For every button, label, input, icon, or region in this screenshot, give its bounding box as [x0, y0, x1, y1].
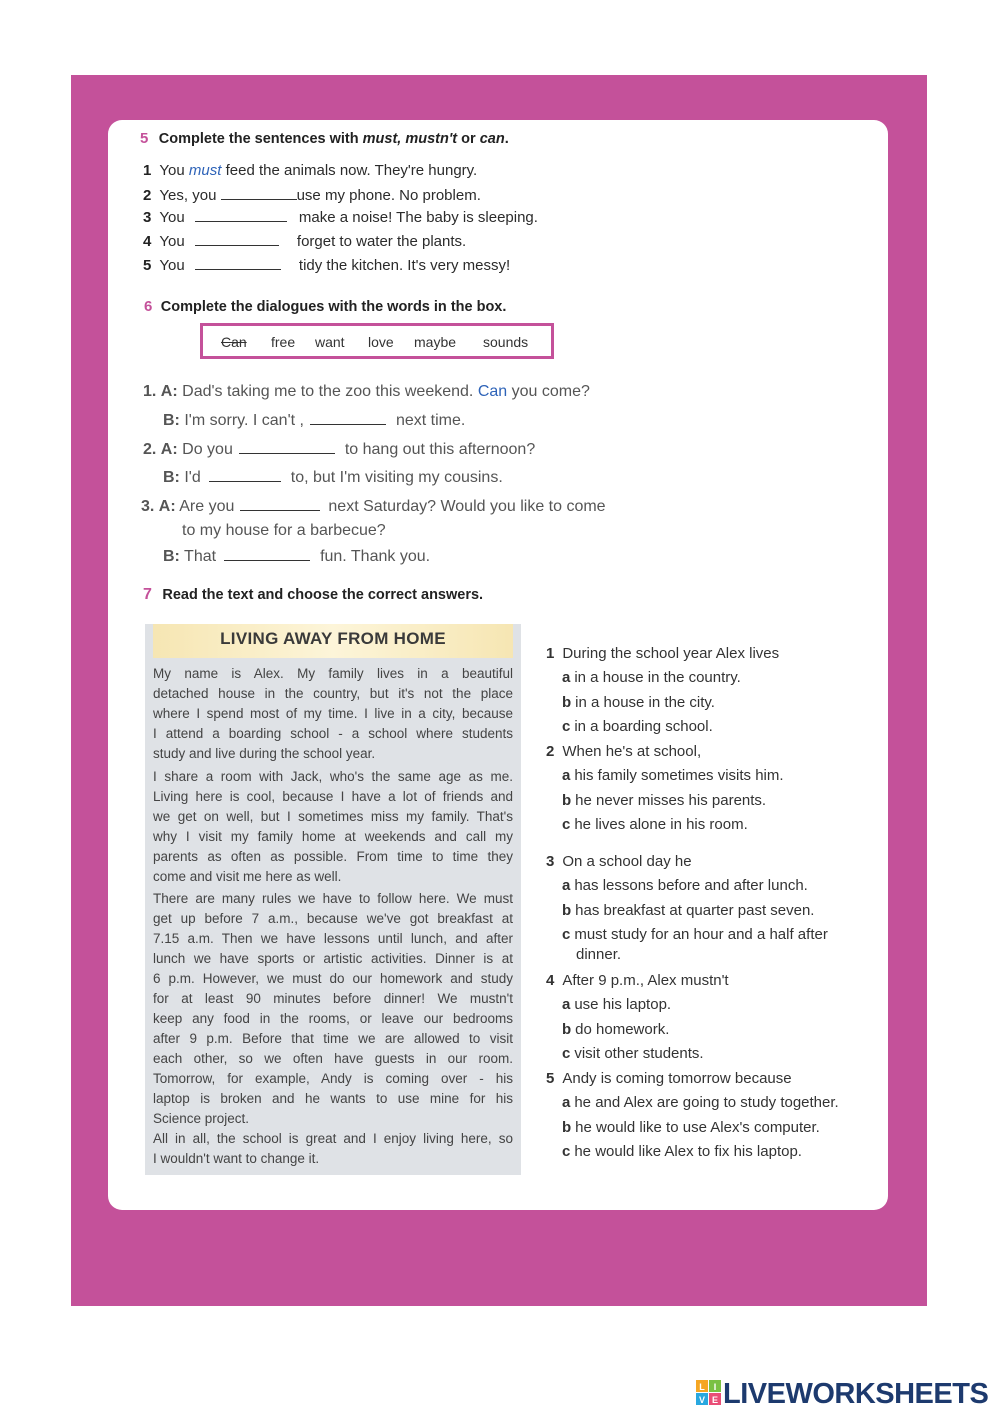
article-line: get up before 7 a.m., because we've got breakfast at [153, 911, 513, 926]
word-box-word: maybe [414, 334, 457, 350]
answer-option[interactable]: b he would like to use Alex's computer. [562, 1118, 820, 1136]
sentence-1: 1 You must feed the animals now. They're hungry. [143, 162, 478, 179]
answer-blank[interactable] [224, 546, 310, 561]
answer-option[interactable]: a has lessons before and after lunch. [562, 877, 808, 894]
article-line: I attend a boarding school - a school where students [153, 726, 513, 741]
dialogue-line: B: That fun. Thank you. [163, 548, 431, 565]
answer-text: Can [477, 383, 508, 400]
instruction: Complete the sentences with must, mustn't or can. [158, 131, 509, 147]
answer-option[interactable]: c he would like Alex to fix his laptop. [562, 1143, 802, 1160]
question-stem: 4 After 9 p.m., Alex mustn't [546, 972, 729, 989]
article-line: keep any food in the rooms, or leave our bedrooms [153, 1011, 513, 1026]
word-box-word: sounds [483, 334, 529, 350]
answer-blank[interactable] [221, 185, 297, 200]
question-stem: 1 During the school year Alex lives [546, 645, 780, 662]
word-box-word: want [315, 334, 345, 350]
question-stem: 5 Andy is coming tomorrow because [546, 1070, 792, 1087]
answer-option-continuation: dinner. [576, 945, 622, 963]
article-line: laptop is broken and he wants to use mine for his [153, 1091, 513, 1106]
article-line: Tomorrow, for example, Andy is coming over - his [153, 1071, 513, 1086]
answer-option[interactable]: c in a boarding school. [562, 718, 713, 735]
answer-option[interactable]: b has breakfast at quarter past seven. [562, 901, 815, 919]
article-line: detached house in the country, but it's not the place [153, 686, 513, 701]
dialogue-line: 1. A: Dad's taking me to the zoo this weekend. Can you come? [143, 383, 590, 400]
article-line: Living here is cool, because I have a lot of friends and [153, 789, 513, 804]
dialogue-line: B: I'm sorry. I can't , next time. [163, 412, 466, 429]
logo-text: LIVEWORKSHEETS [723, 1378, 989, 1410]
article-line: 6 p.m. However, we must do our homework and study [153, 971, 513, 986]
answer-option[interactable]: b he never misses his parents. [562, 791, 767, 809]
answer-blank[interactable] [195, 255, 281, 270]
question-stem: 2 When he's at school, [546, 743, 702, 760]
word-box [200, 323, 554, 359]
logo-badge-letter: E [711, 1395, 719, 1405]
article-line: Science project. [153, 1111, 250, 1126]
answer-option[interactable]: b in a house in the city. [562, 693, 715, 711]
dialogue-line: 3. A: Are you next Saturday? Would you like to come [141, 498, 606, 515]
answer-option[interactable]: a he and Alex are going to study together. [562, 1094, 839, 1111]
answer-option[interactable]: c visit other students. [562, 1045, 704, 1062]
article-line: why I visit my family home at weekends and call my [153, 829, 513, 844]
answer-text: must [188, 162, 222, 179]
sentence-4: 4 You forget to water the plants. [143, 233, 467, 250]
article-line: I wouldn't want to change it. [153, 1151, 320, 1166]
logo-badge-letter: V [698, 1395, 706, 1405]
exercise-number: 5 [140, 130, 149, 147]
dialogue-line: 2. A: Do you to hang out this afternoon? [143, 441, 536, 458]
logo-badge-letter: I [713, 1382, 717, 1392]
dialogue-line: to my house for a barbecue? [182, 522, 386, 539]
answer-option[interactable]: a his family sometimes visits him. [562, 767, 784, 784]
answer-option[interactable]: a use his laptop. [562, 996, 672, 1013]
article-line: after 9 p.m. Before that time we are allowed to visit [153, 1031, 513, 1046]
article-line: 7.15 a.m. Then we have lessons until lunch, and after [153, 931, 513, 946]
logo-badge-letter: L [699, 1382, 705, 1392]
logo-badge-icon [696, 1380, 722, 1406]
answer-blank[interactable] [240, 496, 320, 511]
sentence-2: 2 Yes, you use my phone. No problem. [143, 187, 481, 204]
word-box-word: free [271, 334, 296, 350]
answer-blank[interactable] [195, 231, 279, 246]
answer-blank[interactable] [239, 439, 335, 454]
article-line: All in all, the school is great and I enjoy living here, so [153, 1131, 513, 1146]
article-line: lunch we have sports or artistic activities. Dinner is at [153, 951, 513, 966]
article-line: each other, so we often have guests in our room. [153, 1051, 513, 1066]
sentence-5: 5 You tidy the kitchen. It's very messy! [143, 257, 511, 274]
reading-text-panel [145, 624, 521, 1175]
answer-option[interactable]: c must study for an hour and a half after [562, 926, 828, 943]
answer-option[interactable]: b do homework. [562, 1020, 670, 1038]
article-line: parents as often as possible. From time to time they [153, 849, 513, 864]
article-line: I share a room with Jack, who's the same age as me. [153, 769, 513, 784]
answer-option[interactable]: a in a house in the country. [562, 669, 741, 686]
article-line: for at least 90 minutes before dinner! We mustn't [153, 991, 513, 1006]
article-line: we get on well, but I sometimes miss my family. That's [153, 809, 513, 824]
answer-blank[interactable] [209, 467, 281, 482]
article-line: There are many rules we have to follow here. We must [153, 891, 513, 906]
dialogue-line: B: I'd to, but I'm visiting my cousins. [163, 469, 503, 486]
answer-blank[interactable] [310, 410, 386, 425]
article-line: My name is Alex. My family lives in a beautiful [153, 666, 513, 681]
exercise-7-heading: 7 Read the text and choose the correct answers. [143, 586, 484, 603]
article-line: where I spend most of my time. I live in a city, because [153, 706, 513, 721]
exercise-6-heading: 6 Complete the dialogues with the words in the box. [144, 298, 507, 315]
sentence-3: 3 You make a noise! The baby is sleeping. [143, 209, 538, 226]
article-title: LIVING AWAY FROM HOME [220, 629, 446, 648]
answer-blank[interactable] [195, 207, 287, 222]
word-box-word: Can [221, 334, 247, 350]
question-stem: 3 On a school day he [546, 853, 692, 870]
exercise-5-heading [140, 130, 509, 148]
article-line: study and live during the school year. [153, 746, 376, 761]
answer-option[interactable]: c he lives alone in his room. [562, 816, 748, 833]
word-box-word: love [368, 334, 394, 350]
article-line: come and visit me here as well. [153, 869, 342, 884]
